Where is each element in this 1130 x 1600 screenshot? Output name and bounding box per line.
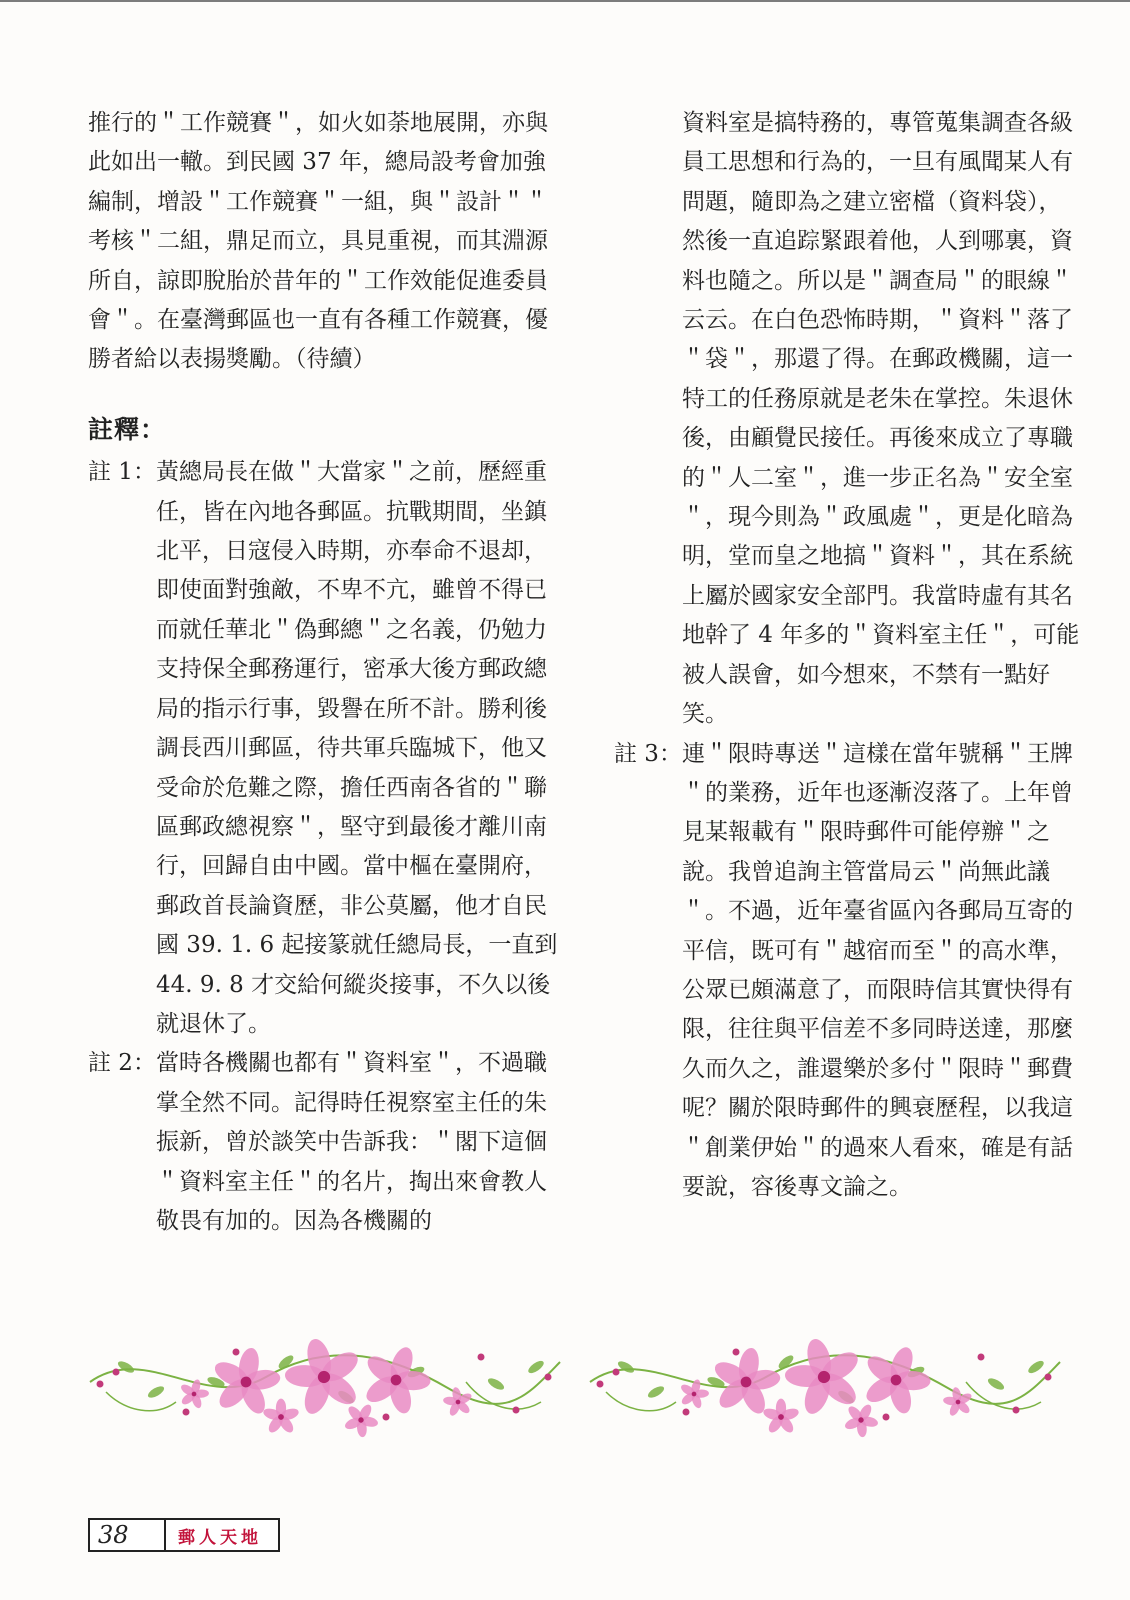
note-1-label: 註 1： [88,459,156,486]
note-2-label: 註 2： [88,1050,156,1077]
note-1-text: 黃總局長在做＂大當家＂之前，歷經重任，皆在內地各郵區。抗戰期間，坐鎮北平，日寇侵入時期，亦奉命不退却，即使面對強敵，不卑不亢，雖曾不得已而就任華北＂偽郵總＂之名義，仍勉力支持保全郵務運行，密承大後方郵政總局的指示行事，毀譽在所不計。勝利後調長西川郵區，待共軍兵臨城下，他又受命於危難之際，擔任西南各省的＂聯區郵政總視察＂，堅守到最後才離川南行，回歸自由中國。當中樞在臺開府，郵政首長論資歷，非公莫屬，他才自民國 39. 1. 6 起接篆就任總局長，一直到 44. 9. 8 才交給何縱炎接事，不久以後就退休了。 [156,459,558,1037]
intro-paragraph: 推行的＂工作競賽＂，如火如荼地展開，亦與此如出一轍。到民國 37 年，總局設考會加強編制，增設＂工作競賽＂一組，與＂設計＂＂考核＂二組，鼎足而立，具見重視，而其淵源所自，諒即脫胎於昔年的＂工作效能促進委員會＂。在臺灣郵區也一直有各種工作競賽，優勝者給以表揚獎勵。（待續） [88,110,548,373]
note-2-continued-text: 資料室是搞特務的，專管蒐集調查各級員工思想和行為的，一旦有風聞某人有問題，隨即為之建立密檔（資料袋），然後一直追踪緊跟着他，人到哪裏，資料也隨之。所以是＂調查局＂的眼線＂云云。在白色恐怖時期，＂資料＂落了＂袋＂，那還了得。在郵政機關，這一特工的任務原就是老朱在掌控。朱退休後，由顧覺民接任。再後來成立了專職的＂人二室＂，進一步正名為＂安全室＂，現今則為＂政風處＂，更是化暗為明，堂而皇之地搞＂資料＂，其在系統上屬於國家安全部門。我當時虛有其名地幹了 4 年多的＂資料室主任＂，可能被人誤會，如今想來，不禁有一點好笑。 [682,110,1080,728]
right-column [614,104,1084,1207]
note-2-continued [614,104,1084,735]
note-2 [88,1044,558,1241]
note-3-text: 連＂限時專送＂這樣在當年號稱＂王牌＂的業務，近年也逐漸沒落了。上年曾見某報載有＂限時郵件可能停辦＂之說。我曾追詢主管當局云＂尚無此議＂。不過，近年臺省區內各郵局互寄的平信，既可有＂越宿而至＂的高水準，公眾已頗滿意了，而限時信其實快得有限，往往與平信差不多同時送達，那麼久而久之，誰還樂於多付＂限時＂郵費呢？關於限時郵件的興衰歷程，以我這＂創業伊始＂的過來人看來，確是有話要說，容後專文論之。 [682,740,1073,1200]
note-1 [88,453,558,1044]
floral-vine-left-icon [86,1322,564,1442]
notes-heading: 註釋： [88,414,167,444]
page-number: 38 [90,1520,166,1550]
top-rule [0,0,1130,2]
note-3 [614,735,1084,1208]
page-footer [88,1518,280,1552]
magazine-name: 郵人天地 [178,1527,262,1548]
note-3-label: 註 3： [614,740,682,767]
note-2-text: 當時各機關也都有＂資料室＂，不過職掌全然不同。記得時任視察室主任的朱振新，曾於談笑中告訴我：＂閣下這個＂資料室主任＂的名片，掏出來會教人敬畏有加的。因為各機關的 [156,1050,547,1234]
floral-vine-right-icon [586,1322,1064,1442]
left-column [88,104,558,1241]
